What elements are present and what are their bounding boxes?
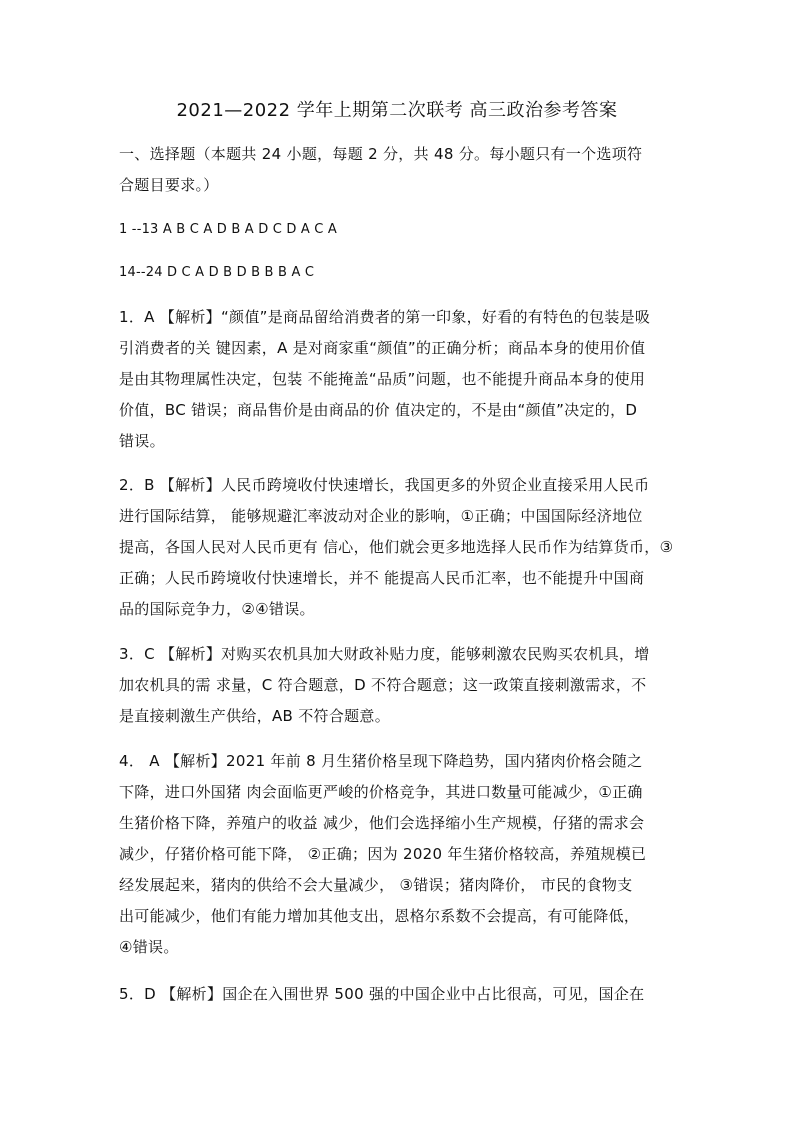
explanation-line: 错误。 <box>119 432 165 450</box>
explanation-line: 正确；人民币跨境收付快速增长，并不 能提高人民币汇率，也不能提升中国商 <box>119 569 645 587</box>
explanation-line: 生猪价格下降，养殖户的收益 减少，他们会选择缩小生产规模，仔猪的需求会 <box>119 814 645 832</box>
explanation-2 <box>119 470 679 625</box>
section-heading-line: 合题目要求。） <box>119 176 219 194</box>
explanation-line: 下降，进口外国猪 肉会面临更严峻的价格竞争，其进口数量可能减少，①正确 <box>119 783 643 801</box>
explanation-4 <box>119 746 679 963</box>
explanation-line: 经发展起来，猪肉的供给不会大量减少， ③错误；猪肉降价， 市民的食物支 <box>119 876 633 894</box>
explanation-line: 5．D 【解析】国企在入围世界 500 强的中国企业中占比很高，可见，国企在 <box>119 985 645 1003</box>
explanation-3 <box>119 639 679 732</box>
section-heading <box>119 139 679 201</box>
explanation-line: 引消费者的关 键因素，A 是对商家重“颜值”的正确分析；商品本身的使用价值 <box>119 339 646 357</box>
explanation-line: 1．A 【解析】“颜值”是商品留给消费者的第一印象，好看的有特色的包装是吸 <box>119 308 651 326</box>
section-heading-line: 一、选择题（本题共 24 小题，每题 2 分，共 48 分。每小题只有一个选项符 <box>119 145 643 163</box>
explanation-line: ④错误。 <box>119 938 179 956</box>
explanation-line: 价值，BC 错误；商品售价是由商品的价 值决定的，不是由“颜值”决定的，D <box>119 401 638 419</box>
explanation-line: 进行国际结算， 能够规避汇率波动对企业的影响，①正确；中国国际经济地位 <box>119 507 643 525</box>
explanation-line: 2．B 【解析】人民币跨境收付快速增长，我国更多的外贸企业直接采用人民币 <box>119 476 650 494</box>
explanation-line: 减少，仔猪价格可能下降， ②正确；因为 2020 年生猪价格较高，养殖规模已 <box>119 845 647 863</box>
explanation-line: 4． A 【解析】2021 年前 8 月生猪价格呈现下降趋势，国内猪肉价格会随之 <box>119 752 643 770</box>
page-title: 2021—2022 学年上期第二次联考 高三政治参考答案 <box>176 100 618 121</box>
answer-key-line-1: 1 --13 A B C A D B A D C D A C A <box>119 222 338 237</box>
explanation-line: 3．C 【解析】对购买农机具加大财政补贴力度，能够刺激农民购买农机具，增 <box>119 645 650 663</box>
explanation-line: 加农机具的需 求量，C 符合题意，D 不符合题意；这一政策直接刺激需求，不 <box>119 676 647 694</box>
explanation-line: 品的国际竞争力，②④错误。 <box>119 600 315 618</box>
answer-key-line-2: 14--24 D C A D B D B B B A C <box>119 265 315 280</box>
explanation-line: 是由其物理属性决定，包装 不能掩盖“品质”问题，也不能提升商品本身的使用 <box>119 370 646 388</box>
explanation-5 <box>119 979 679 1010</box>
explanation-line: 出可能减少，他们有能力增加其他支出，恩格尔系数不会提高，有可能降低， <box>119 907 640 925</box>
explanation-line: 是直接刺激生产供给，AB 不符合题意。 <box>119 707 391 725</box>
explanation-1 <box>119 302 679 457</box>
explanation-line: 提高，各国人民对人民币更有 信心，他们就会更多地选择人民币作为结算货币，③ <box>119 538 674 556</box>
